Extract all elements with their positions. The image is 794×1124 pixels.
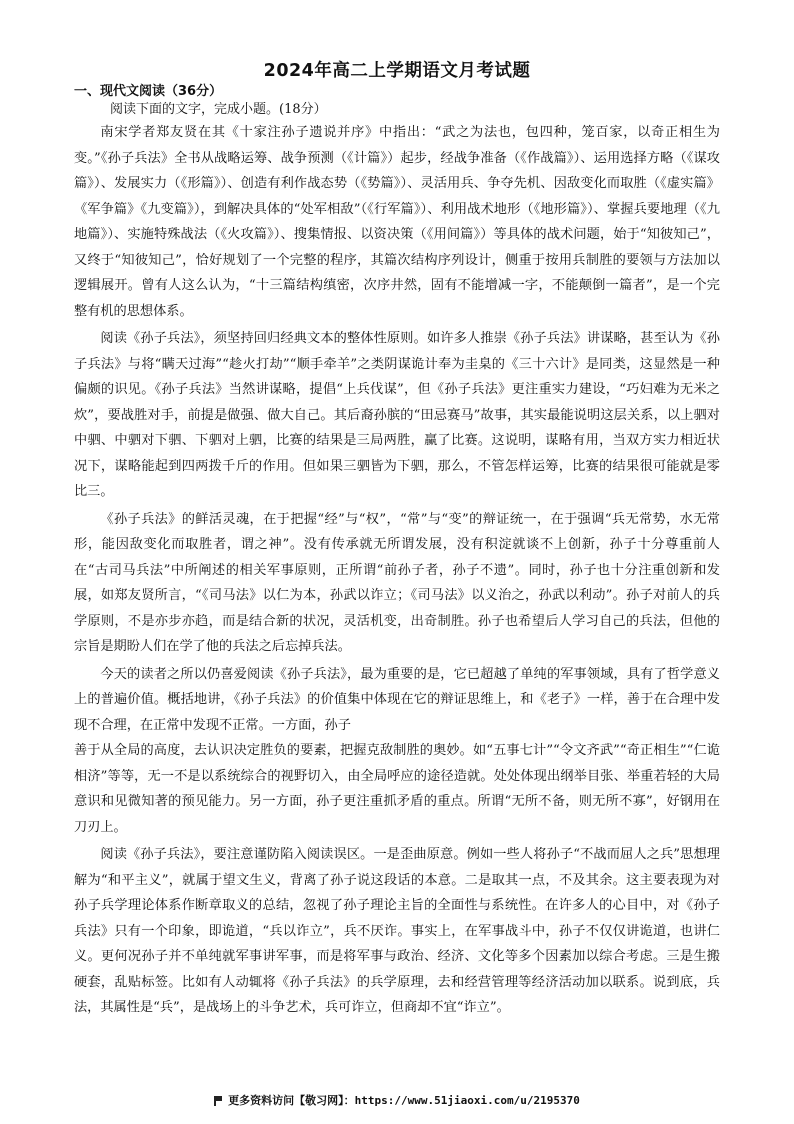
flag-icon: [214, 1096, 222, 1105]
footer-text: 更多资料访问【敬习网】：https://www.51jiaoxi.com/u/2195370: [228, 1094, 580, 1107]
page-title: 2024年高二上学期语文月考试题: [263, 61, 531, 81]
footer-link[interactable]: [0, 1092, 794, 1108]
paragraph-5: 阅读《孙子兵法》，要注意谨防陷入阅读误区。一是歪曲原意。例如一些人将孙子“不战而屈人之兵”思想理解为“和平主义”，就属于望文生义，背离了孙子说这段话的本意。二是取其一点，不及其余。这主要表现为对孙子兵学理论体系作断章取义的总结，忽视了孙子理论主旨的全面性与系统性。在许多人的心目中，对《孙子兵法》只有一个印象，即诡道，“兵以诈立”，兵不厌诈。事实上，在军事战斗中，孙子不仅仅讲诡道，也讲仁义。更何况孙子并不单纯就军事讲军事，而是将军事与政治、经济、文化等多个因素加以综合考虑。三是生搬硬套，乱贴标签。比如有人动辄将《孙子兵法》的兵学原理，去和经营管理等经济活动加以联系。说到底，兵法，其属性是“兵”，是战场上的斗争艺术，兵可诈立，但商却不宜“诈立”。: [74, 847, 720, 1015]
paragraph-3: 《孙子兵法》的鲜活灵魂，在于把握“经”与“权”，“常”与“变”的辩证统一，在于强调“兵无常势，水无常形，能因敌变化而取胜者，谓之神”。没有传承就无所谓发展，没有积淀就谈不上创新，孙子十分尊重前人在“古司马兵法”中所阐述的相关军事原则，正所谓“前孙子者，孙子不遗”。同时，孙子也十分注重创新和发展，如郑友贤所言，“《司马法》以仁为本，孙武以诈立；《司马法》以义治之，孙武以利动”。孙子对前人的兵学原则，不是亦步亦趋，而是结合新的状况，灵活机变，出奇制胜。孙子也希望后人学习自己的兵法，但他的宗旨是期盼人们在学了他的兵法之后忘掉兵法。: [74, 511, 720, 654]
passage-body: [74, 120, 720, 1023]
paragraph-2: 阅读《孙子兵法》，须坚持回归经典文本的整体性原则。如许多人推崇《孙子兵法》讲谋略，甚至认为《孙子兵法》与将“瞒天过海”“趁火打劫”“顺手牵羊”之类阴谋诡计奉为圭臬的《三十六计》是同类，这显然是一种偏颇的识见。《孙子兵法》当然讲谋略，提倡“上兵伐谋”，但《孙子兵法》更注重实力建设，“巧妇难为无米之炊”，要战胜对手，前提是做强、做大自己。其后裔孙膑的“田忌赛马”故事，其实最能说明这层关系，以上驷对中驷、中驷对下驷、下驷对上驷，比赛的结果是三局两胜，赢了比赛。这说明，谋略有用，当双方实力相近状况下，谋略能起到四两拨千斤的作用。但如果三驷皆为下驷，那么，不管怎样运筹，比赛的结果很可能就是零比三。: [74, 331, 720, 499]
section-heading: 一、现代文阅读（36分）: [74, 84, 223, 99]
paragraph-4-continued: 善于从全局的高度，去认识决定胜负的要素，把握克敌制胜的奥妙。如“五事七计”“令文齐武”“奇正相生”“仁诡相济”等等，无一不是以系统综合的视野切入，由全局呼应的途径造就。处处体现出纲举目张、举重若轻的大局意识和见微知著的预见能力。另一方面，孙子更注重抓矛盾的重点。所谓“无所不备，则无所不寡”，好钢用在刀刃上。: [74, 743, 720, 835]
paragraph-4: 今天的读者之所以仍喜爱阅读《孙子兵法》，最为重要的是，它已超越了单纯的军事领域，具有了哲学意义上的普遍价值。概括地讲，《孙子兵法》的价值集中体现在它的辩证思维上，和《老子》一样，善于在合理中发现不合理，在正常中发现不正常。一方面，孙子: [74, 666, 720, 733]
reading-instruction: 阅读下面的文字，完成小题。(18分）: [110, 102, 327, 117]
paragraph-1: 南宋学者郑友贤在其《十家注孙子遗说并序》中指出：“武之为法也，包四种，笼百家，以奇正相生为变。”《孙子兵法》全书从战略运筹、战争预测（《计篇》）起步，经战争准备（《作战篇》）、运用选择方略（《谋攻篇》）、发展实力（《形篇》）、创造有利作战态势（《势篇》）、灵活用兵、争夺先机、因敌变化而取胜（《虚实篇》《军争篇》《九变篇》），到解决具体的“处军相敌”（《行军篇》）、利用战术地形（《地形篇》）、掌握兵要地理（《九地篇》）、实施特殊战法（《火攻篇》）、搜集情报、以资决策（《用间篇》）等具体的战术问题，始于“知彼知己”，又终于“知彼知己”，恰好规划了一个完整的程序，其篇次结构序列设计，侧重于按用兵制胜的要领与方法加以逻辑展开。曾有人这么认为，“十三篇结构缜密，次序井然，固有不能增减一字，不能颠倒一篇者”，是一个完整有机的思想体系。: [74, 125, 720, 319]
